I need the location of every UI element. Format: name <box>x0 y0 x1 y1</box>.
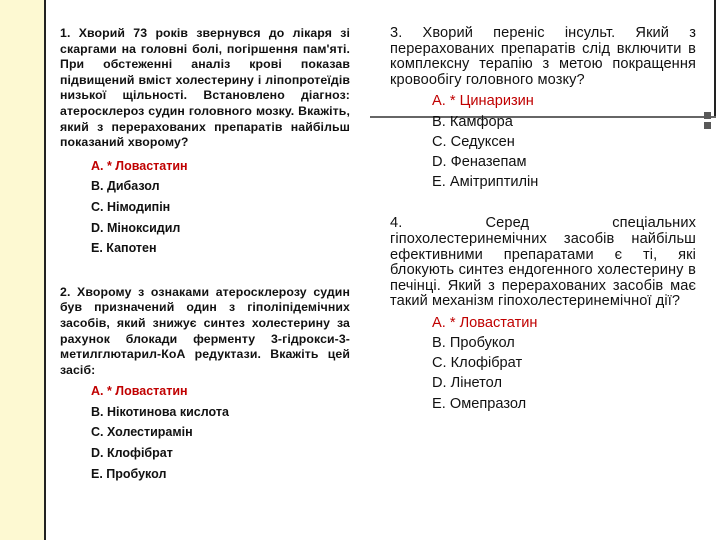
left-column <box>60 26 350 484</box>
answer-option-correct: A. * Ловастатин <box>91 158 188 173</box>
answer-option: B. Нікотинова кислота <box>91 404 229 419</box>
answer-options <box>91 156 350 259</box>
answer-option: B. Пробукол <box>432 335 515 352</box>
answer-option: C. Седуксен <box>432 133 515 150</box>
sidebar-strip <box>0 0 44 540</box>
answer-option-correct: A. * Ловастатин <box>432 314 538 331</box>
vertical-rule-left <box>44 0 46 540</box>
question-text: 2. Хворому з ознаками атеросклерозу судин був призначений один з гіполіпідемічних засобів, який знижує синтез холестерину за рахунок блокади ферменту 3-гідрокси-3-метилглютарил-КоА редуктази. Вкажіть цей засіб: <box>60 284 350 377</box>
question-block <box>390 26 696 192</box>
answer-option-correct: A. * Цинаризин <box>432 93 534 110</box>
answer-option: E. Капотен <box>91 241 157 256</box>
answer-option: B. Дибазол <box>91 179 160 194</box>
answer-option: C. Німодипін <box>91 199 171 214</box>
answer-option: D. Міноксидил <box>91 220 181 235</box>
answer-option: C. Холестирамін <box>91 425 193 440</box>
answer-option: C. Клофібрат <box>432 355 523 372</box>
question-block <box>60 26 350 259</box>
answer-option-correct: A. * Ловастатин <box>91 384 188 399</box>
answer-option: B. Камфора <box>432 113 513 130</box>
bullet-square-icon <box>704 122 711 129</box>
answer-options <box>91 381 350 484</box>
question-text: 4. Серед спеціальних гіпохолестеринемічних засобів найбільш ефективними препаратами є ті, які блокують синтез ендогенного холестерину в печінці. Який з перерахованих засобів має такий механізм гіпохолестеринемічної дії? <box>390 215 696 310</box>
vertical-rule-right <box>714 0 716 117</box>
question-block <box>390 216 696 414</box>
answer-option: E. Амітриптилін <box>432 174 539 191</box>
answer-option: E. Пробукол <box>91 466 167 481</box>
bullet-square-icon <box>704 112 711 119</box>
answer-option: D. Лінетол <box>432 375 502 392</box>
answer-option: D. Феназепам <box>432 153 527 170</box>
question-text: 3. Хворий переніс інсульт. Який з перерахованих препаратів слід включити в комплексну терапію з метою покращення кровообігу головного мозку? <box>390 25 696 88</box>
question-block <box>60 285 350 485</box>
answer-options <box>432 91 696 192</box>
answer-options <box>432 313 696 414</box>
question-text: 1. Хворий 73 років звернувся до лікаря зі скаргами на головні болі, погіршення пам'яті. При обстеженні аналіз крові показав підвищений вміст холестерину і ліпопротеїдів низької щільності. Встановлено діагноз: атеросклероз судин головного мозку. Вкажіть, який з перерахованих препаратів найбільш показаний хворому? <box>60 26 350 150</box>
answer-option: D. Клофібрат <box>91 446 173 461</box>
answer-option: E. Омепразол <box>432 395 527 412</box>
right-column <box>390 26 696 414</box>
